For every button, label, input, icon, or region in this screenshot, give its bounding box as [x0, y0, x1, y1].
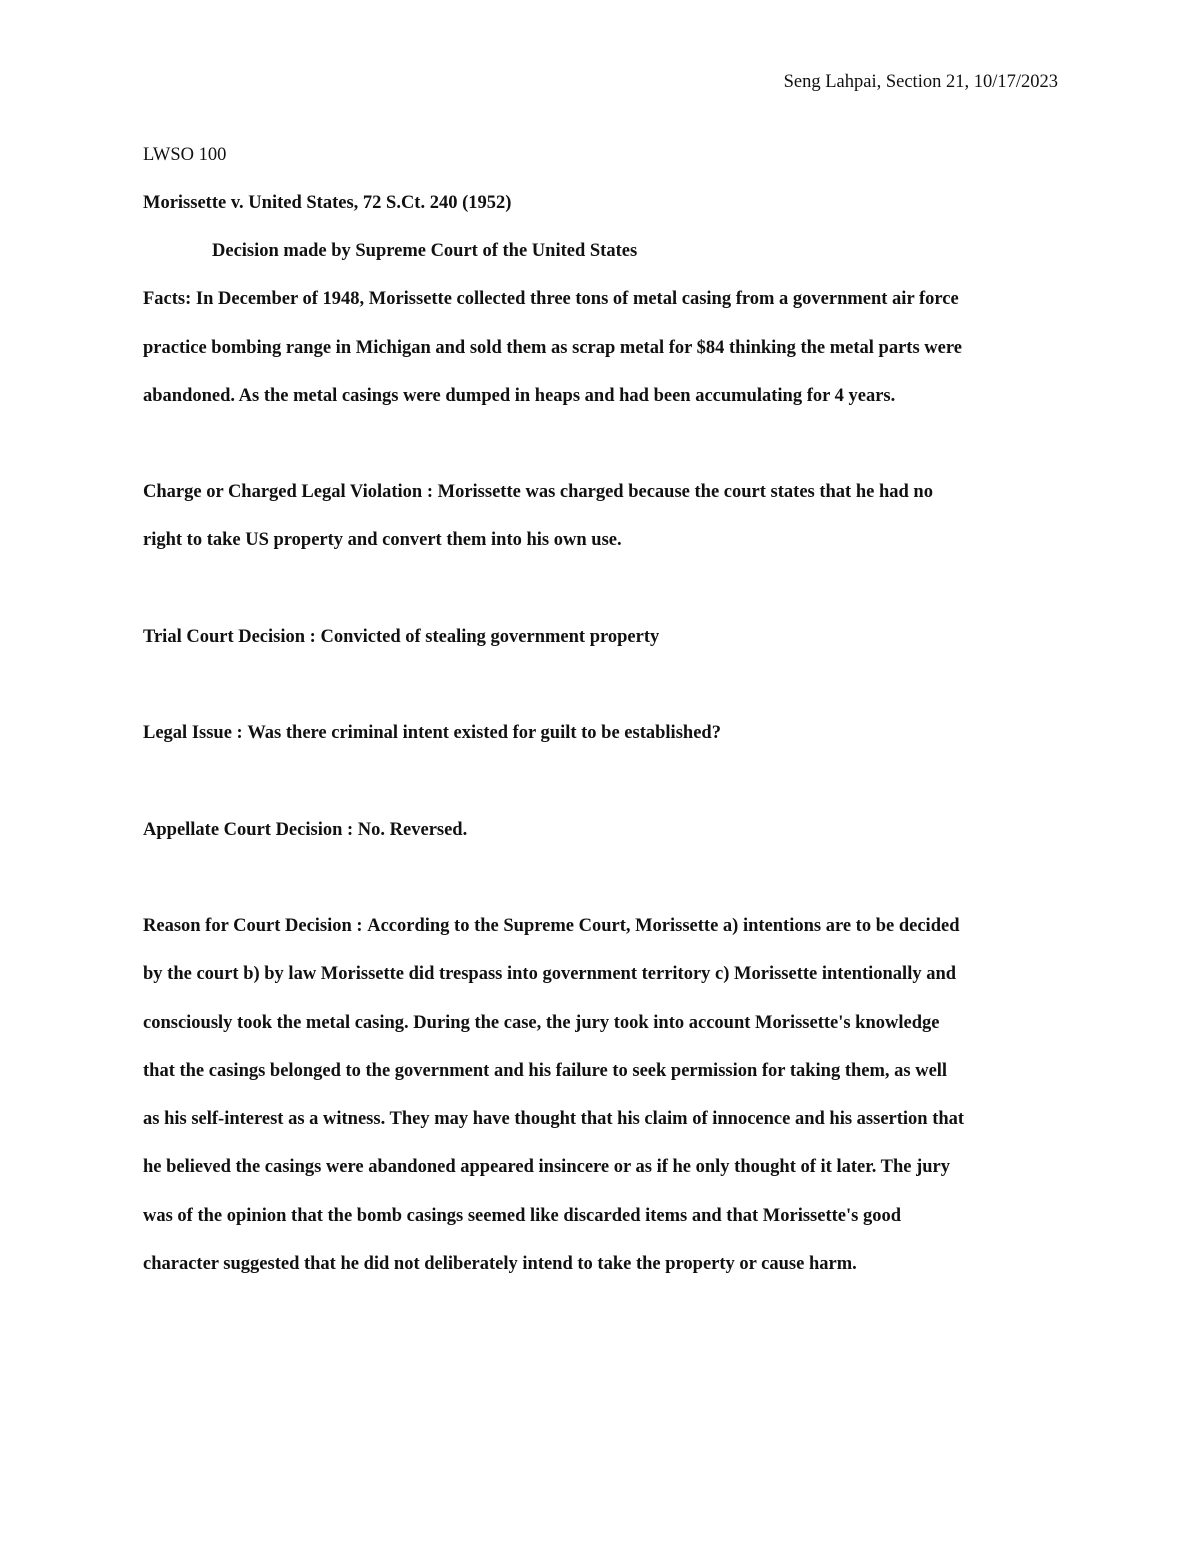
issue-label: Legal Issue : [143, 723, 243, 743]
appellate-text: No. Reversed. [357, 820, 468, 840]
facts-text-2: practice bombing range in Michigan and sold them as scrap metal for $84 thinking the metal parts were [143, 338, 962, 358]
issue-line [143, 723, 721, 744]
facts-label: Facts: [143, 289, 192, 309]
decision-by-line: Decision made by Supreme Court of the United States [212, 241, 638, 261]
course-code: LWSO 100 [143, 145, 227, 165]
trial-text: Convicted of stealing government property [320, 627, 660, 647]
author-header: Seng Lahpai, Section 21, 10/17/2023 [783, 72, 1058, 92]
reason-label: Reason for Court Decision : [143, 916, 363, 936]
trial-label: Trial Court Decision : [143, 627, 316, 647]
reason-line-1 [143, 916, 959, 937]
issue-text: Was there criminal intent existed for guilt to be established? [247, 723, 721, 743]
charge-text-1: Morissette was charged because the court states that he had no [437, 482, 933, 502]
reason-text-1: According to the Supreme Court, Morissette a) intentions are to be decided [367, 916, 960, 936]
appellate-label: Appellate Court Decision : [143, 820, 354, 840]
facts-text-3: abandoned. As the metal casings were dumped in heaps and had been accumulating for 4 years. [143, 386, 896, 406]
reason-text-7: was of the opinion that the bomb casings seemed like discarded items and that Morissette's good [143, 1206, 901, 1226]
appellate-line [143, 820, 467, 841]
facts-line-1 [143, 289, 959, 310]
charge-text-2: right to take US property and convert them into his own use. [143, 530, 622, 550]
case-title: Morissette v. United States, 72 S.Ct. 240 (1952) [143, 193, 512, 213]
charge-line-1 [143, 482, 933, 503]
reason-text-6: he believed the casings were abandoned appeared insincere or as if he only thought of it later. The jury [143, 1157, 951, 1177]
reason-text-8: character suggested that he did not deliberately intend to take the property or cause harm. [143, 1254, 857, 1274]
reason-text-2: by the court b) by law Morissette did trespass into government territory c) Morissette intentionally and [143, 964, 957, 984]
facts-text-1: In December of 1948, Morissette collected three tons of metal casing from a government air force [195, 289, 959, 309]
reason-text-5: as his self-interest as a witness. They may have thought that his claim of innocence and his assertion that [143, 1109, 965, 1129]
charge-label: Charge or Charged Legal Violation : [143, 482, 433, 502]
reason-text-4: that the casings belonged to the government and his failure to seek permission for taking them, as well [143, 1061, 948, 1081]
reason-text-3: consciously took the metal casing. During the case, the jury took into account Morissette's knowledge [143, 1013, 940, 1033]
trial-line [143, 627, 659, 648]
